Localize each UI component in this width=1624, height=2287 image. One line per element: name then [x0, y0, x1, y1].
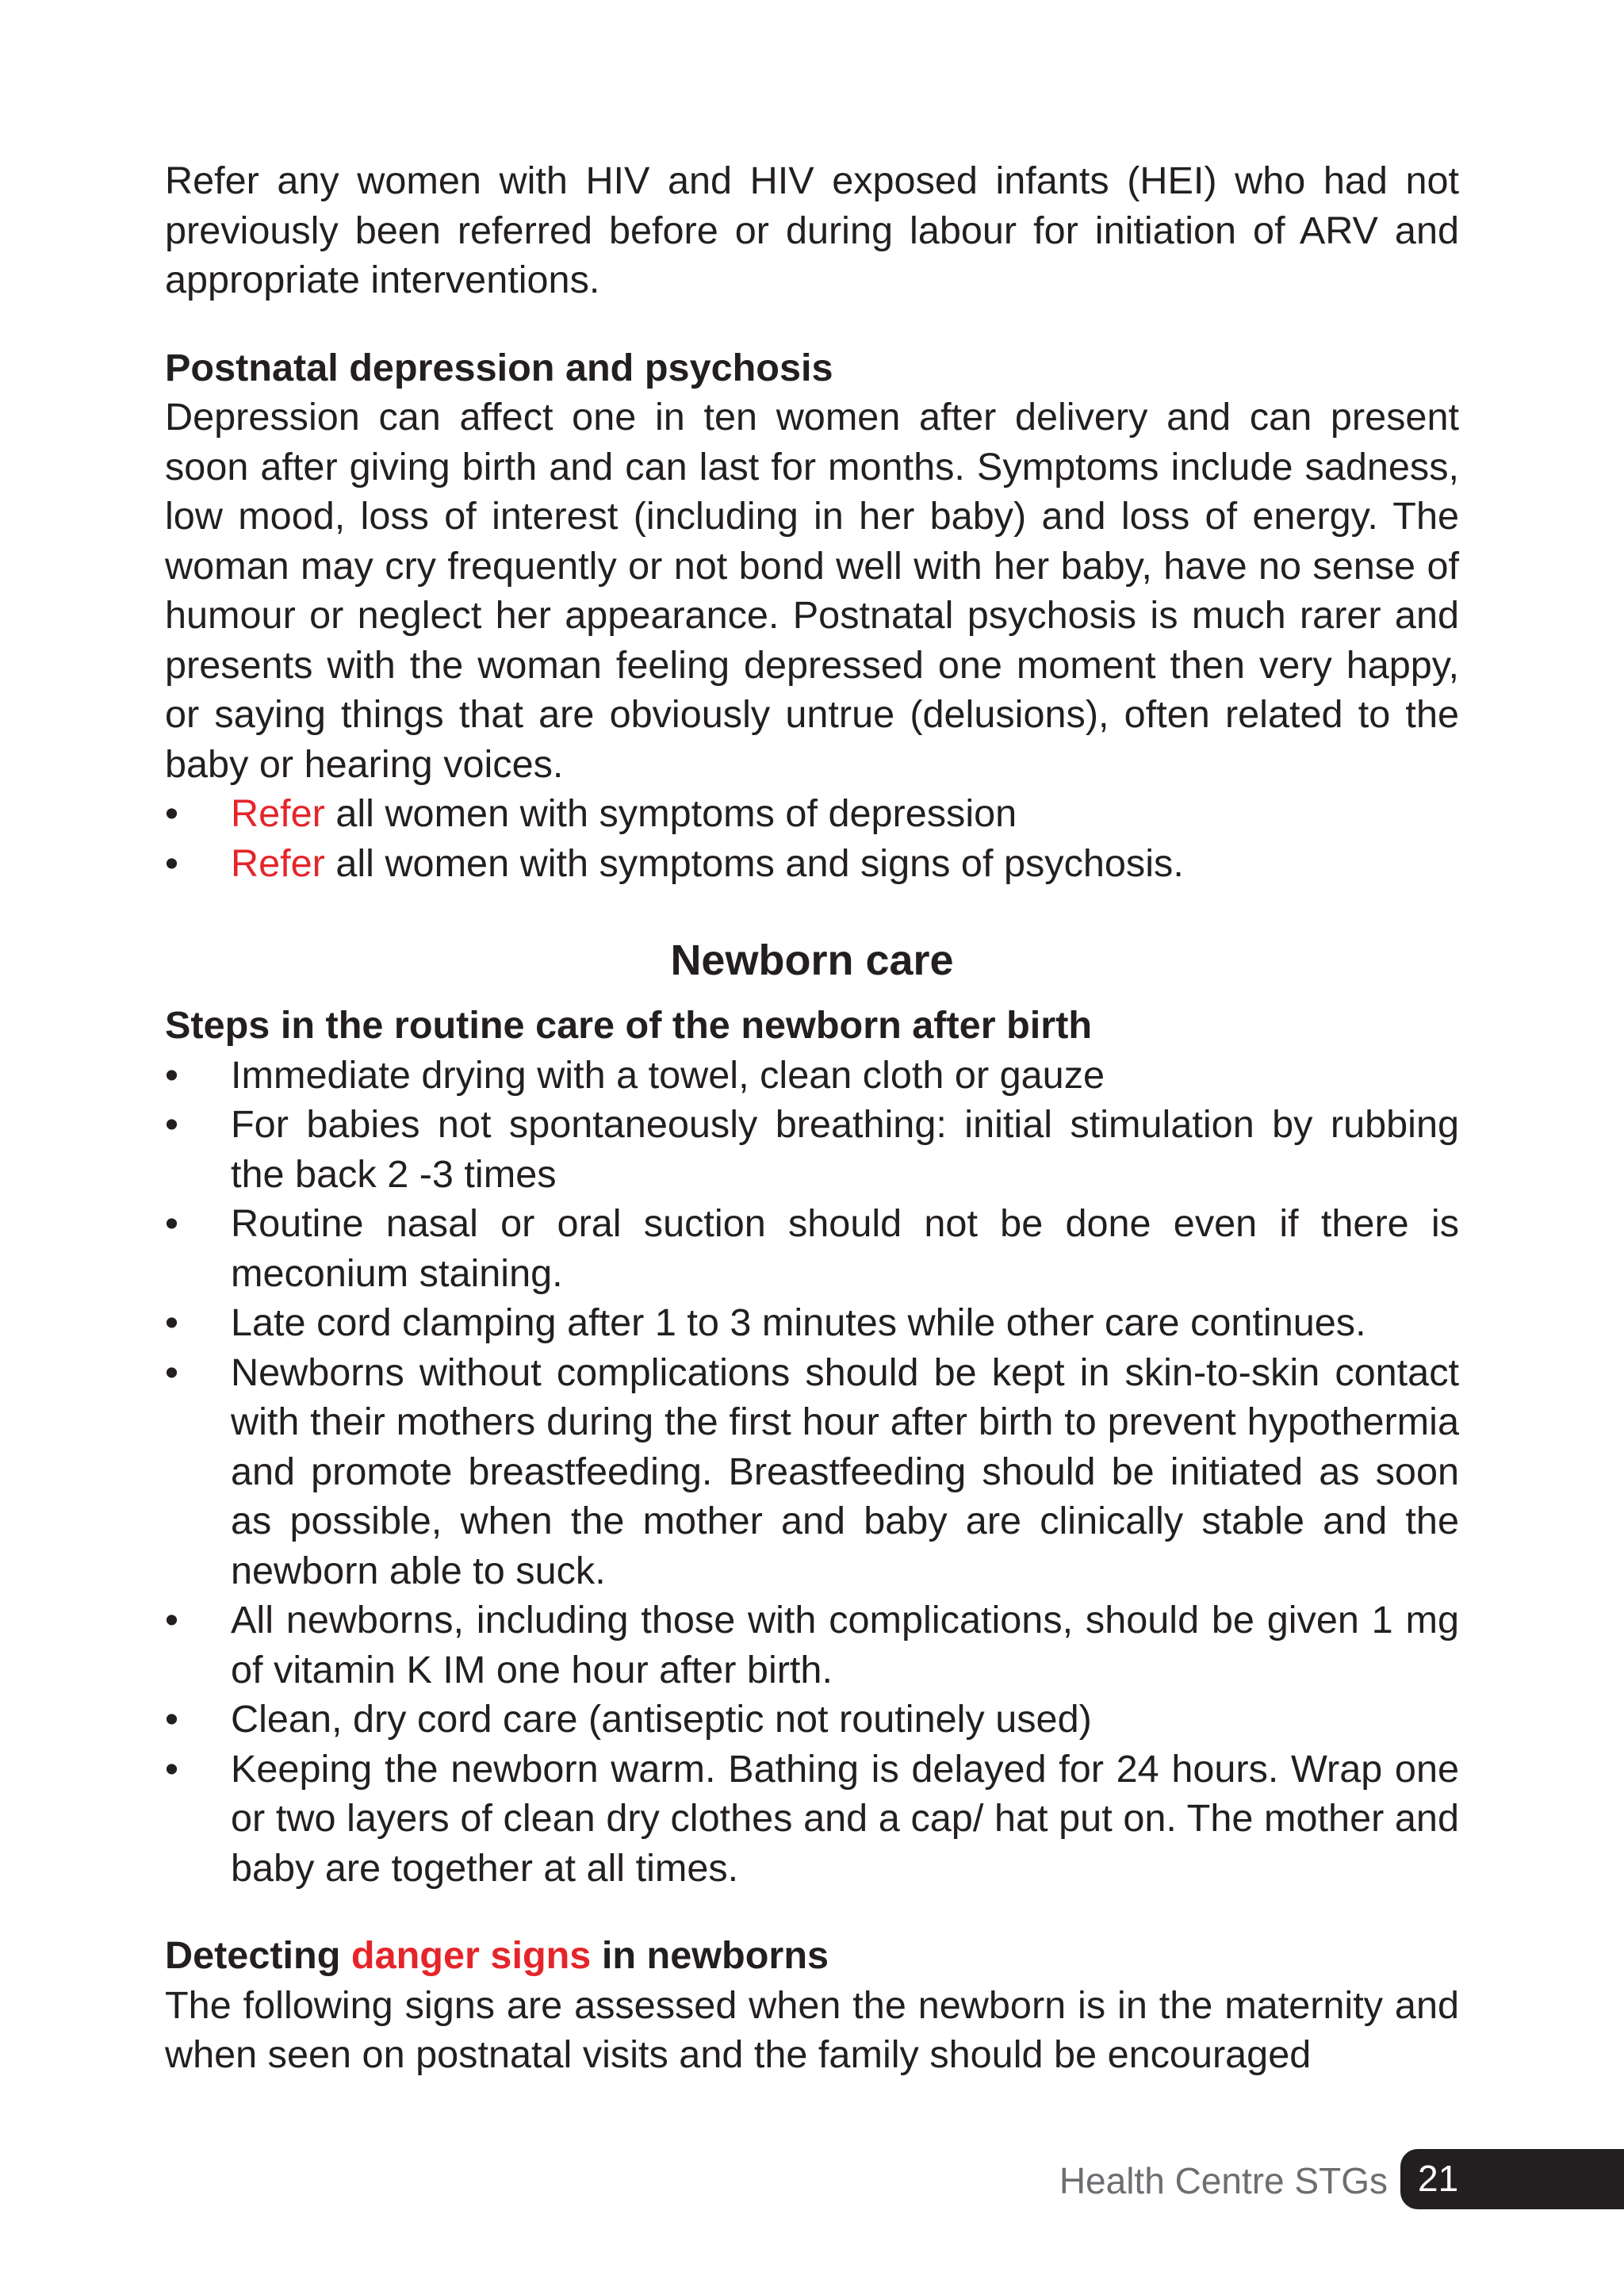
bullet-icon: • [165, 1301, 179, 1344]
list-item-text: Late cord clamping after 1 to 3 minutes while other care continues. [231, 1301, 1366, 1344]
footer-label: Health Centre STGs [1059, 2160, 1388, 2201]
list-item-text: Keeping the newborn warm. Bathing is delayed for 24 hours. Wrap one or two layers of clean dry clothes and a cap/ hat put on. The mother and baby are together at all times. [231, 1747, 1459, 1890]
list-item-text: Clean, dry cord care (antiseptic not routinely used) [231, 1698, 1092, 1741]
bullet-icon: • [165, 1202, 179, 1245]
bullet-icon: • [165, 1747, 179, 1791]
refer-highlight: Refer [231, 841, 325, 885]
bullet-icon: • [165, 1599, 179, 1642]
bullet-icon: • [165, 1053, 179, 1097]
list-item [165, 1051, 1459, 1101]
list-item-text: Immediate drying with a towel, clean cloth or gauze [231, 1053, 1105, 1097]
list-item-text: All newborns, including those with complications, should be given 1 mg of vitamin K IM one hour after birth. [231, 1599, 1459, 1691]
heading-danger-signs [165, 1931, 1459, 1981]
routine-care-steps-list [165, 1051, 1459, 1894]
list-item [165, 1695, 1459, 1745]
para-refer-hiv: Refer any women with HIV and HIV exposed infants (HEI) who had not previously been referred before or during labour for initiation of ARV and appropriate interventions. [165, 159, 1459, 301]
list-item-text: all women with symptoms and signs of psychosis. [324, 841, 1184, 885]
heading-postnatal-depression: Postnatal depression and psychosis [165, 346, 833, 389]
heading-text: in newborns [591, 1934, 829, 1977]
list-item [165, 1100, 1459, 1199]
list-item [165, 1745, 1459, 1894]
refer-highlight: Refer [231, 792, 325, 835]
page-content [165, 156, 1459, 2080]
page-number: 21 [1418, 2158, 1459, 2199]
para-postnatal-depression: Depression can affect one in ten women after delivery and can present soon after giving birth and can last for months. Symptoms include sadness, low mood, loss of interest (including in her baby) and loss of energy. The woman may cry frequently or not bond well with her baby, have no sense of humour or neglect her appearance. Postnatal psychosis is much rarer and presents with the woman feeling depressed one moment then very happy, or saying things that are obviously untrue (delusions), often related to the baby or hearing voices. [165, 396, 1459, 786]
list-item [165, 1298, 1459, 1348]
postnatal-referral-list [165, 789, 1459, 888]
bullet-icon: • [165, 1698, 179, 1741]
bullet-icon: • [165, 792, 179, 835]
list-item-text: all women with symptoms of depression [324, 792, 1017, 835]
para-danger-signs: The following signs are assessed when the newborn is in the maternity and when seen on postnatal visits and the family should be encouraged [165, 1983, 1459, 2076]
list-item-text: Routine nasal or oral suction should not be done even if there is meconium staining. [231, 1202, 1459, 1295]
section-title-newborn-care: Newborn care [670, 937, 954, 984]
list-item [165, 1199, 1459, 1298]
list-item [165, 1348, 1459, 1596]
page-footer [1059, 2149, 1624, 2209]
heading-routine-care-steps: Steps in the routine care of the newborn after birth [165, 1004, 1093, 1047]
bullet-icon: • [165, 1103, 179, 1146]
heading-text: Detecting [165, 1934, 351, 1977]
list-item-text: For babies not spontaneously breathing: initial stimulation by rubbing the back 2 -3 times [231, 1103, 1459, 1196]
danger-signs-highlight: danger signs [350, 1934, 592, 1977]
list-item [165, 839, 1459, 889]
list-item-text: Newborns without complications should be kept in skin-to-skin contact with their mothers during the first hour after birth to prevent hypothermia and promote breastfeeding. Breastfeeding should be initiated as soon as possible, when the mother and baby are clinically stable and the newborn able to suck. [231, 1350, 1459, 1592]
bullet-icon: • [165, 841, 179, 885]
list-item [165, 789, 1459, 839]
list-item [165, 1596, 1459, 1695]
bullet-icon: • [165, 1350, 179, 1394]
